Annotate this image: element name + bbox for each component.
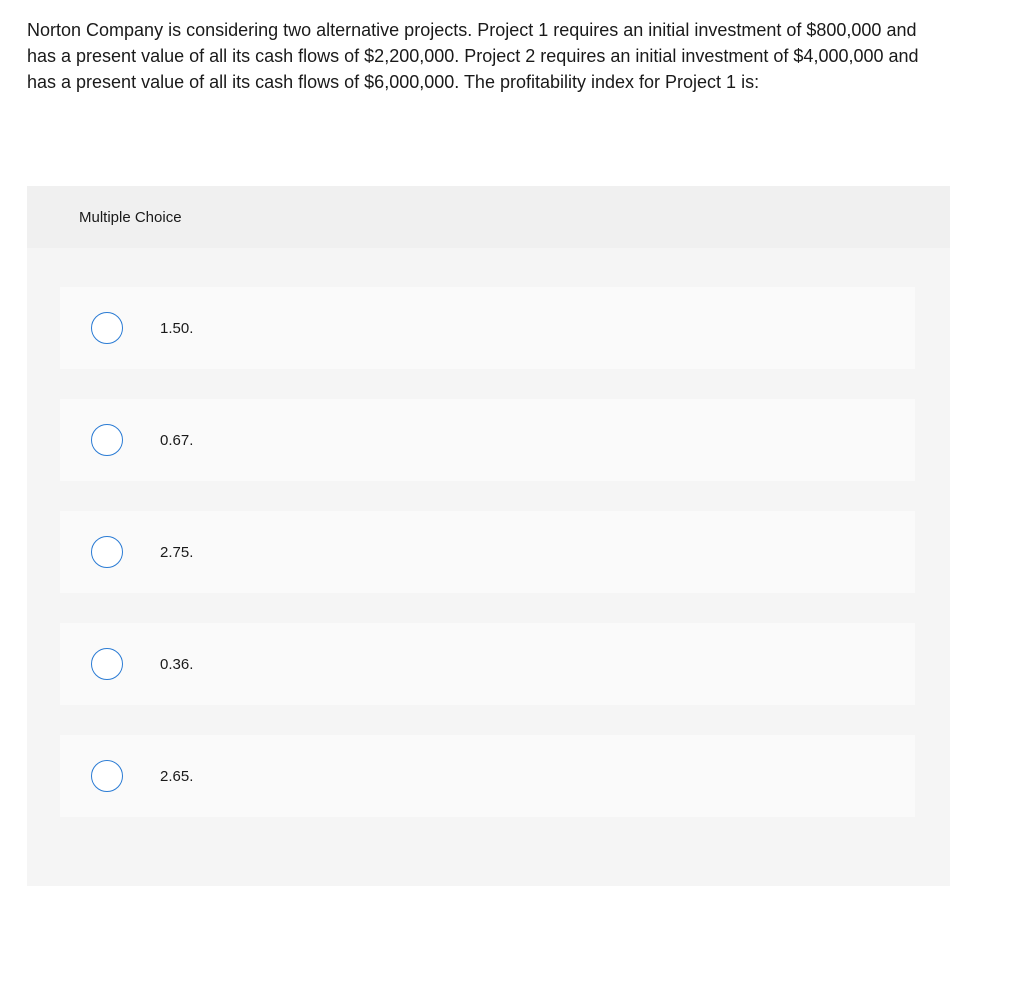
question-text: Norton Company is considering two alternative projects. Project 1 requires an initial investment of $800,000 and has a present value of all its cash flows of $2,200,000. Project 2 requires an initial investment of $4,000,000 and has a present value of all its cash flows of $6,000,000. The profitability index for Project 1 is: bbox=[27, 20, 919, 92]
answer-option-1[interactable] bbox=[60, 287, 915, 369]
answer-option-label: 2.75. bbox=[160, 543, 194, 561]
multiple-choice-title: Multiple Choice bbox=[79, 208, 182, 226]
answer-options bbox=[60, 287, 915, 847]
radio-button-icon[interactable] bbox=[91, 648, 123, 680]
answer-option-2[interactable] bbox=[60, 399, 915, 481]
radio-button-icon[interactable] bbox=[91, 424, 123, 456]
answer-option-label: 1.50. bbox=[160, 319, 194, 337]
multiple-choice-header bbox=[27, 186, 950, 248]
answer-option-label: 2.65. bbox=[160, 767, 194, 785]
answer-option-label: 0.67. bbox=[160, 431, 194, 449]
radio-button-icon[interactable] bbox=[91, 536, 123, 568]
radio-button-icon[interactable] bbox=[91, 760, 123, 792]
radio-button-icon[interactable] bbox=[91, 312, 123, 344]
answer-option-5[interactable] bbox=[60, 735, 915, 817]
answer-option-label: 0.36. bbox=[160, 655, 194, 673]
answer-option-4[interactable] bbox=[60, 623, 915, 705]
answer-option-3[interactable] bbox=[60, 511, 915, 593]
multiple-choice-panel bbox=[27, 186, 950, 886]
